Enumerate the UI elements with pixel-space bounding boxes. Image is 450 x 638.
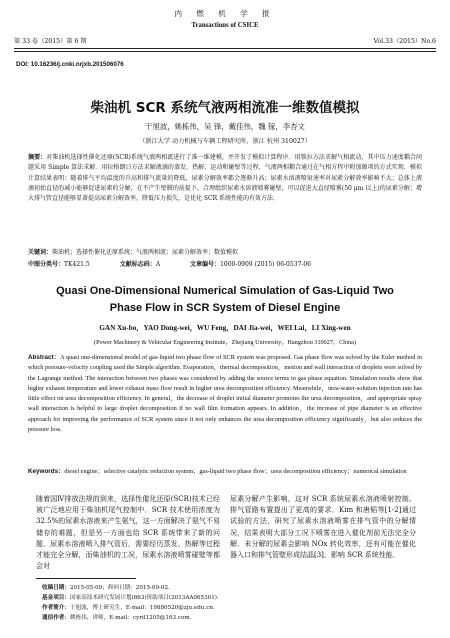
abstract-cn-text: 对柴油机选择性催化还原(SCR)系统气液两相流进行了准一维建模，并开发了模拟计算程序．用锁拉方法求解气相流动，其中压力速度耦合问题采用 Simple 算法求解．用拉格朗日方法求解液滴的蒸发、热解、运动和碰壁等过程，气液两相耦合通过在气相方程中附加源项的方式实现．模拟计算结果表明：随着排气平均温度的升高和排气流量的降低，尿素分解效率都会逐渐升高；尿素水溶液喷射速率对尿素分解效率影响不大；总体上液滴初始直径的减小能够促进尿素的分解，在不产生壁膜的前提下，合理组织尿素水溶液喷雾碰壁，可以促进大直径喷雾(50 μm 以上)的尿素分解；增大排气管直径能够显著提高尿素分解效率，降低压力损失，是优化 SCR 系统性能的有效方法． xyxy=(28,154,422,203)
article-id-label: 文章编号： xyxy=(190,261,221,268)
doc-code-value: A xyxy=(155,261,161,268)
footnote-received-text: 2015-05-09；修回日期：2015-09-02． xyxy=(69,585,174,591)
journal-name xyxy=(14,8,436,29)
doi: DOI: 10.16236/j.cnki.nrjxb.201506076 xyxy=(16,61,124,68)
footnote xyxy=(42,583,420,623)
footnote-author-text: 干旭波，博士研究生，E-mail：19880520@zju.edu.cn． xyxy=(69,605,219,611)
abstract-cn xyxy=(28,153,422,204)
classification-row xyxy=(28,259,422,268)
abstract-en xyxy=(28,353,422,435)
footnote-author-label: 作者简介： xyxy=(42,605,70,611)
journal-name-en: Transactions of CSICE xyxy=(191,22,259,29)
body-text-right: 尿素分解产生影响，这对 SCR 系统尿素水溶液喷射控制、排气管路布置提出了更高的要求．Kim 和唐韬等[1-2]通过试验的方法，研究了尿素水溶液喷雾在排气管中的分解情况，结果表明大部分工况下喷雾在进入催化剂前无法完全分解．未分解的尿素会影响 NOx 转化效率，还有可能在催化器入口和排气管壁形成结晶[3]，影响 SCR 系统性能． xyxy=(230,495,416,560)
journal-header xyxy=(14,8,436,48)
affiliation-en: (Power Machinery & Vehicular Engineering Institute，Zhejiang University，Hangzhou 310027，China) xyxy=(94,339,356,346)
title-en: Quasi One-Dimensional Numerical Simulation of Gas-Liquid Two Phase Flow in SCR System of Diesel Engine xyxy=(56,285,394,314)
footnote-rule xyxy=(36,578,136,579)
keywords-en-label: Keywords： xyxy=(28,468,65,475)
keywords-cn-text: 柴油机；选择性催化还原系统；气液两相流；尿素分解效率；数值模拟 xyxy=(52,249,239,256)
footnote-corr-label: 通信作者： xyxy=(42,615,70,621)
footnote-author xyxy=(42,603,420,613)
footnote-received xyxy=(42,583,420,593)
header-rule-thin xyxy=(14,51,436,52)
keywords-en xyxy=(28,467,422,477)
doc-code-label: 文献标志码： xyxy=(119,261,156,268)
keywords-cn xyxy=(28,247,422,256)
volume-issue-en: Vol.33（2015）No.6 xyxy=(373,38,436,45)
authors-cn: 干旭波，姚栋伟，吴 锋，戴佳伟，魏 镓，李杏文 xyxy=(145,122,305,131)
footnote-fund-label: 基金项目： xyxy=(42,595,70,601)
affiliation-cn: （浙江大学 动力机械与车辆工程研究所，浙江 杭州 310027） xyxy=(139,138,311,145)
clc-value: TK421.5 xyxy=(64,261,90,268)
authors-en: GAN Xu-bo，YAO Dong-wei，WU Feng，DAI Jia-wei，WEI Lai，LI Xing-wen xyxy=(99,324,351,332)
footnote-corr-text: 姚栋伟，讲师，E-mail：cyril1205@163.com． xyxy=(69,615,196,621)
volume-issue-cn: 第 33 卷（2015）第 6 期 xyxy=(14,38,87,45)
keywords-en-text: diesel engine；selective catalytic reduction system；gas-liquid two phase flow；urea decomposition efficiency；numerical simulation xyxy=(64,468,407,475)
body-text-left: 随着国Ⅳ排放法规的到来，选择性催化还原(SCR)技术已经被广泛地应用于柴油机尾气控制中．SCR 技术使用浓度为 32.5%的尿素水溶液来产生氨气，这一方面解决了氨气不易储存的难题，但是另一方面也给 SCR 系统带来了新的问题．尿素水溶液喷入排气管后，需要经历蒸发、热解等过程才能完全分解，而柴油机的工况，尿素水溶液喷雾碰壁等都会对 xyxy=(36,495,220,571)
clc-label: 中图分类号： xyxy=(28,261,65,268)
footnote-fund-text: 国家高技术研究发展计划(863)资助项目(2013AA065301)． xyxy=(69,595,223,601)
keywords-cn-label: 关键词： xyxy=(28,249,53,256)
footnote-received-label: 收稿日期： xyxy=(42,585,70,591)
abstract-cn-label: 摘要： xyxy=(28,154,47,161)
title-cn: 柴油机 SCR 系统气液两相流准一维数值模拟 xyxy=(90,100,360,116)
abstract-en-label: Abstract： xyxy=(28,354,61,361)
header-rule xyxy=(14,48,436,49)
footnote-fund xyxy=(42,593,420,603)
abstract-en-text: A quasi one-dimensional model of gas-liquid two phase flow of SCR system was proposed. Gas phase flow was solved by the Euler method in which pressure-velocity coupling used the Simple algorithm. Evaporation，thermal decomposition，motion and wall interaction of droplets were solved by the Lagrange method. The interaction between two phases was considered by adding the source terms in gas phase equation. Simulation results show that higher exhaust temperature and lower exhaust mass flow result in higher urea decomposition efficiency. Meanwhile，urea-water-solution injection rate has little effect on urea decomposition efficiency. In general，the decrease of droplet initial diameter promotes the urea decomposition，and appropriate spray wall interaction is helpful to large droplet decomposition if no wall film formation appears. In addition，the increase of pipe diameter is an effective approach for improving the performance of SCR system since it not only enhances the urea decomposition efficiency significantly，but also reduces the pressure loss. xyxy=(28,354,423,434)
journal-name-cn: 内 燃 机 学 报 xyxy=(174,9,276,18)
footnote-corresponding xyxy=(42,613,420,623)
article-id-value: 1000-0909 (2015) 06-0537-06 xyxy=(220,261,311,268)
